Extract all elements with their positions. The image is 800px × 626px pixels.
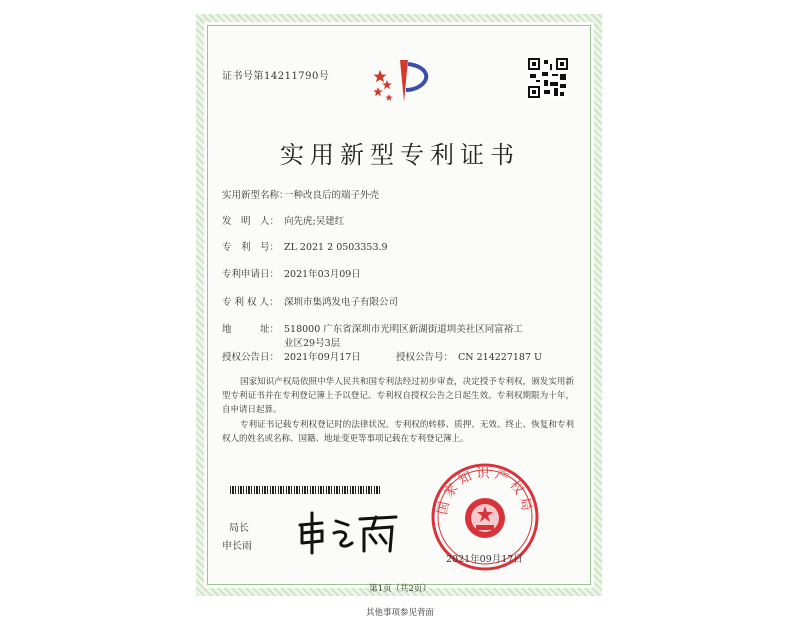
field-value: CN 214227187 U (458, 352, 543, 363)
legal-status-note: 专利证书记载专利权登记时的法律状况。专利权的转移、质押、无效、终止、恢复和专利权人的姓名或名称、国籍、地址变更等事项记载在专利登记簿上。 (222, 420, 574, 444)
field-inventor (222, 213, 344, 227)
field-label: 授权公告号： (396, 352, 454, 363)
field-label: 地 址： (222, 324, 280, 335)
field-label: 专利申请日： (222, 269, 280, 280)
director-name: 申长雨 (222, 541, 252, 552)
director-title: 局长 (229, 523, 249, 534)
field-value: 518000 广东省深圳市光明区新湖街道圳美社区同富裕工 (284, 324, 523, 335)
grant-statement: 国家知识产权局依照中华人民共和国专利法经过初步审查，决定授予专利权，颁发实用新型专利证书并在专利登记簿上予以登记。专利权自授权公告之日起生效。专利权期限为十年，自申请日起算。 (222, 377, 574, 415)
field-value: 一种改良后的端子外壳 (284, 190, 380, 201)
barcode-icon (230, 486, 380, 494)
field-value: ZL 2021 2 0503353.9 (284, 242, 388, 253)
field-label: 专 利 号： (222, 242, 280, 253)
field-utility-model-name (222, 187, 379, 201)
field-label: 发 明 人： (222, 216, 280, 227)
seal-date: 2021年09月17日 (446, 554, 523, 565)
field-patent-number (222, 239, 388, 253)
field-label: 授权公告日： (222, 352, 280, 363)
field-label: 专 利 权 人： (222, 297, 279, 308)
field-address-line-2: 业区29号3层 (284, 338, 341, 349)
field-value: 2021年09月17日 (284, 352, 361, 363)
back-note: 其他事项参见背面 (365, 608, 434, 618)
field-patentee (222, 294, 398, 308)
field-filing-date (222, 266, 361, 280)
field-grant-number (396, 349, 542, 363)
field-value: 2021年03月09日 (284, 269, 361, 280)
field-grant-date (222, 349, 361, 363)
field-address (222, 321, 523, 335)
certificate-number: 证书号第14211790号 (222, 71, 330, 82)
qr-code-icon (528, 58, 568, 98)
field-value: 向先虎;吴建红 (284, 216, 345, 227)
svg-text:国家知识产权局 (435, 466, 534, 516)
field-label: 实用新型名称： (222, 190, 289, 201)
director-signature-icon (292, 507, 402, 557)
certificate-title: 实用新型专利证书 (280, 141, 520, 169)
patent-office-logo-icon (366, 56, 436, 106)
page-indicator: 第1页（共2页） (369, 584, 431, 594)
field-value: 深圳市集鸿发电子有限公司 (284, 297, 399, 308)
seal-text-path: 国家知识产权局 (435, 466, 535, 517)
